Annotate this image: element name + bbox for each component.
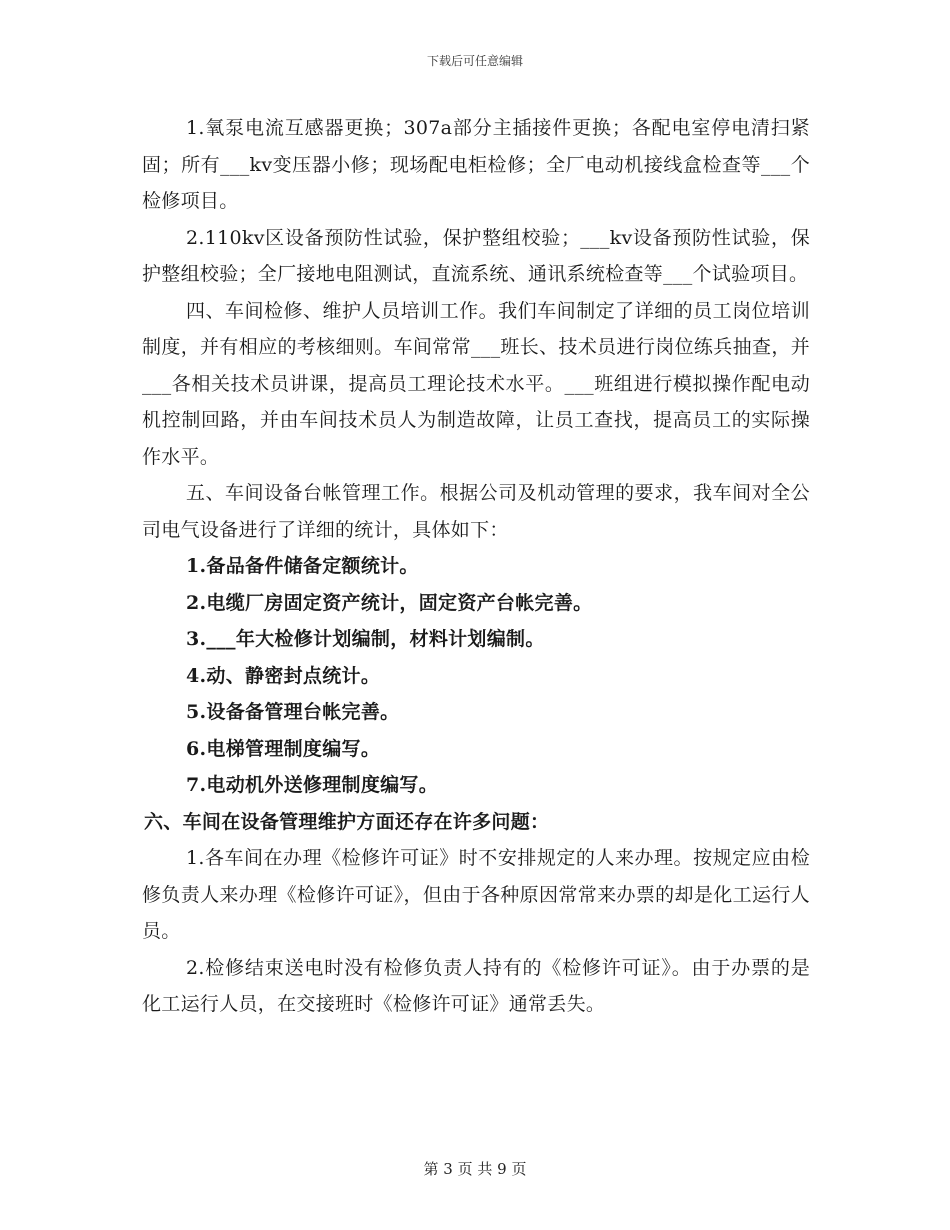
list-item: 4.动、静密封点统计。 bbox=[186, 664, 381, 687]
page-number-footer: 第 3 页 共 9 页 bbox=[423, 1160, 527, 1178]
list-item: 5.设备备管理台帐完善。 bbox=[186, 701, 400, 723]
paragraph-problem-2: 2.检修结束送电时没有检修负责人持有的《检修许可证》。由于办票的是化工运行人员，在交接班时《检修许可证》通常丢失。 bbox=[142, 956, 810, 1015]
list-item: 7.电动机外送修理制度编写。 bbox=[186, 774, 439, 796]
paragraph-training: 四、车间检修、维护人员培训工作。我们车间制定了详细的员工岗位培训制度，并有相应的考核细则。车间常常___班长、技术员进行岗位练兵抽查，并___各相关技术员讲课，提高员工理论技术水平。___班组进行模拟操作配电动机控制回路，并由车间技术员人为制造故障，让员工查找，提高员工的实际操作水平。 bbox=[142, 299, 810, 468]
section-heading-problems: 六、车间在设备管理维护方面还存在许多问题： bbox=[144, 810, 550, 833]
paragraph-test-items: 2.110kv区设备预防性试验，保护整组校验；___kv设备预防性试验，保护整组校验；全厂接地电阻测试，直流系统、通讯系统检查等___个试验项目。 bbox=[142, 226, 810, 285]
list-item: 2.电缆厂房固定资产统计，固定资产台帐完善。 bbox=[186, 591, 593, 614]
paragraph-problem-1: 1.各车间在办理《检修许可证》时不安排规定的人来办理。按规定应由检修负责人来办理《检修许可证》，但由于各种原因常常来办票的却是化工运行人员。 bbox=[142, 847, 810, 942]
list-item: 1.备品备件储备定额统计。 bbox=[186, 555, 419, 577]
list-item: 3.___年大检修计划编制，材料计划编制。 bbox=[186, 628, 545, 650]
paragraph-ledger-management: 五、车间设备台帐管理工作。根据公司及机动管理的要求，我车间对全公司电气设备进行了详细的统计，具体如下： bbox=[142, 482, 810, 541]
document-body bbox=[142, 110, 810, 1023]
paragraph-maintenance-items: 1.氧泵电流互感器更换；307a部分主插接件更换；各配电室停电清扫紧固；所有___kv变压器小修；现场配电柜检修；全厂电动机接线盒检查等___个检修项目。 bbox=[142, 117, 810, 212]
list-item: 6.电梯管理制度编写。 bbox=[186, 737, 381, 760]
page-header-note: 下载后可任意编辑 bbox=[426, 54, 523, 68]
